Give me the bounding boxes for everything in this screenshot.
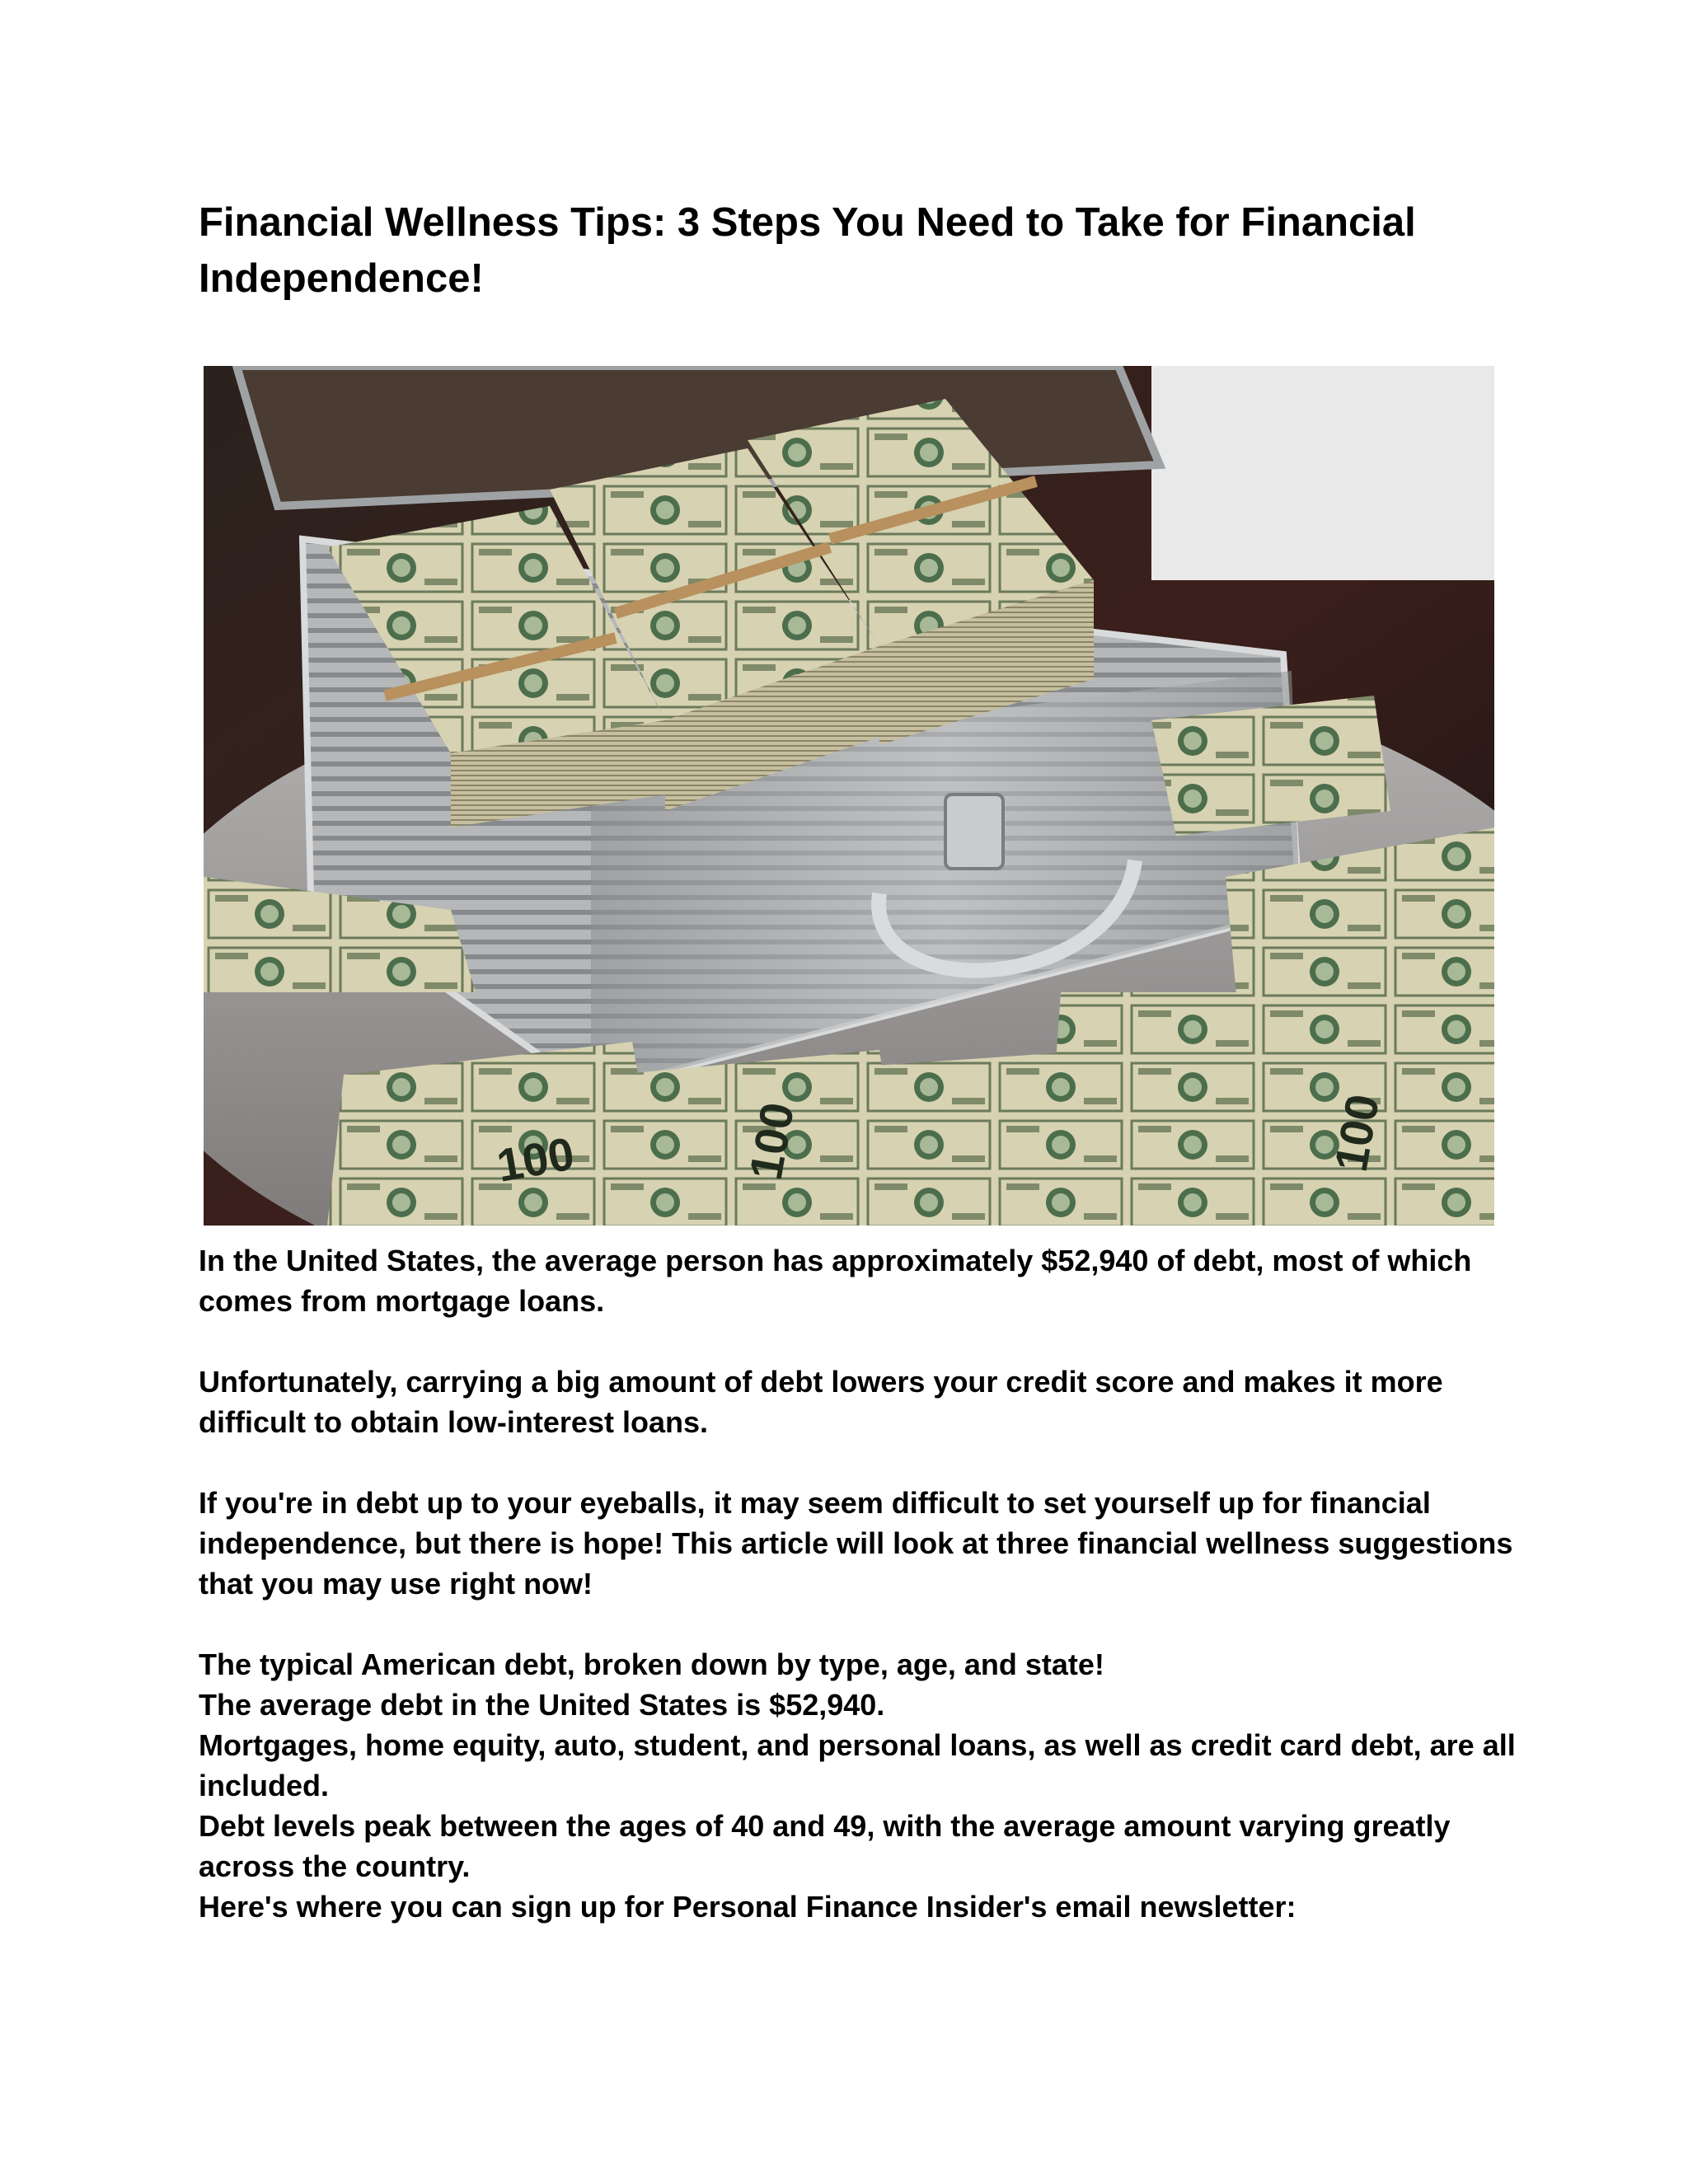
- summary-line: Debt levels peak between the ages of 40 and 49, with the average amount varying greatly across the country.: [199, 1809, 1451, 1883]
- article-paragraph: In the United States, the average person has approximately $52,940 of debt, most of which comes from mortgage loans.: [199, 1244, 1472, 1318]
- article-title: Financial Wellness Tips: 3 Steps You Need to Take for Financial Independence!: [199, 200, 1416, 301]
- bill-denomination: 100: [493, 1127, 579, 1192]
- bill-denomination: 100: [1324, 1090, 1390, 1176]
- summary-line: The average debt in the United States is $52,940.: [199, 1688, 885, 1722]
- summary-block: [199, 1644, 1517, 1927]
- summary-line: The typical American debt, broken down by type, age, and state!: [199, 1647, 1104, 1681]
- article-paragraph: If you're in debt up to your eyeballs, it may seem difficult to set yourself up for financial independence, but there is hope! This article will look at three financial wellness suggestions that you may use right now!: [199, 1486, 1513, 1601]
- summary-line: Here's where you can sign up for Personal Finance Insider's email newsletter:: [199, 1890, 1296, 1924]
- article-body: [199, 1240, 1517, 1967]
- summary-line: Mortgages, home equity, auto, student, and personal loans, as well as credit card debt, are all included.: [199, 1728, 1516, 1802]
- article-image: [204, 366, 1494, 1226]
- article-paragraph: Unfortunately, carrying a big amount of debt lowers your credit score and makes it more difficult to obtain low-interest loans.: [199, 1365, 1443, 1439]
- bill-denomination: 100: [738, 1099, 804, 1184]
